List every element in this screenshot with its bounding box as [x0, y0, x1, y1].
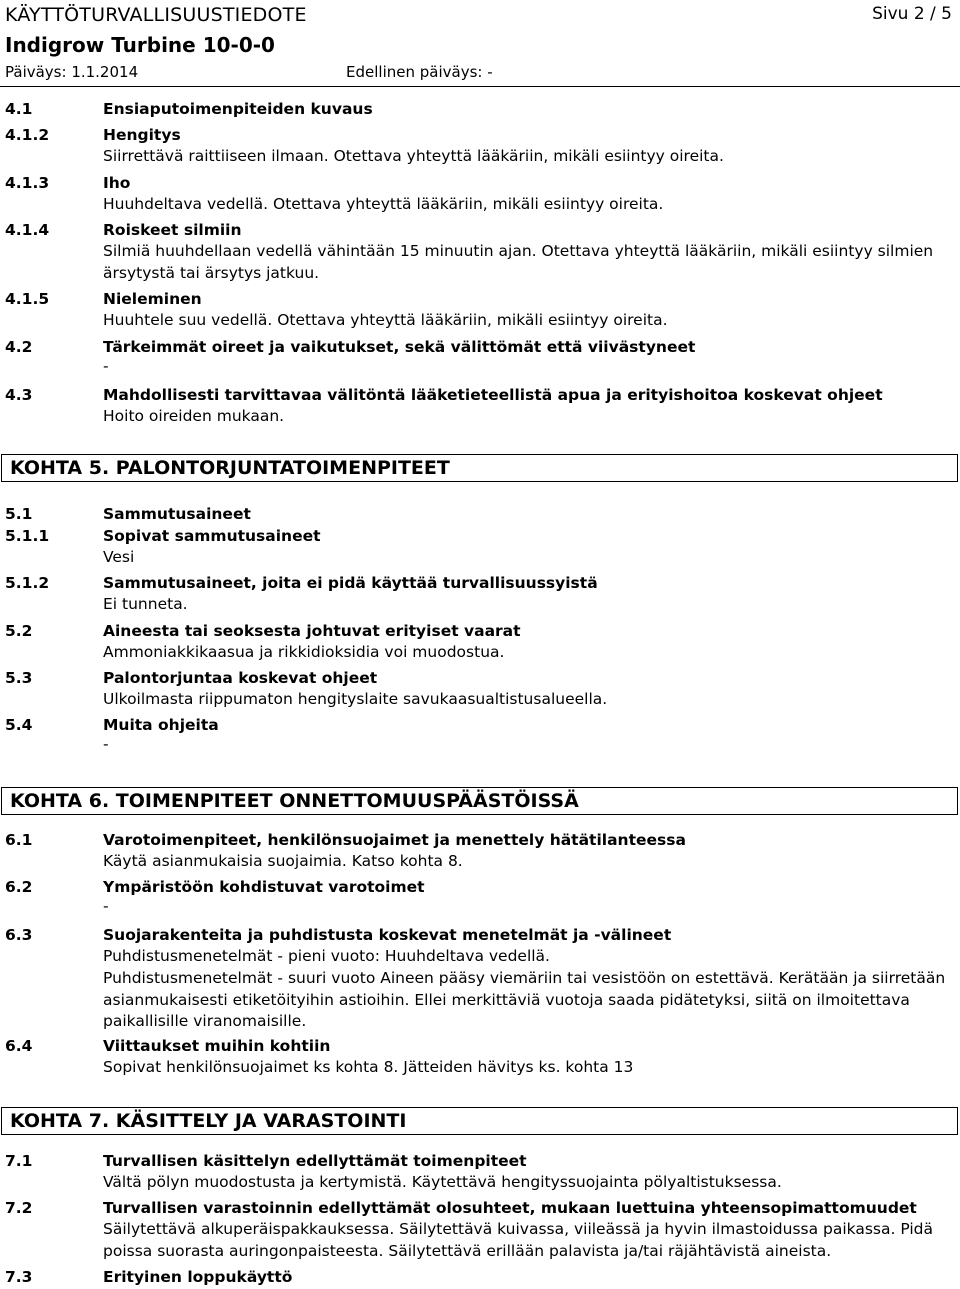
- section-heading: Erityinen loppukäyttö: [103, 1268, 293, 1286]
- section-heading: Aineesta tai seoksesta johtuvat erityiset vaarat: [103, 622, 521, 640]
- section-text: Hoito oireiden mukaan.: [103, 407, 285, 425]
- section-number: 4.1.4: [5, 221, 50, 239]
- section-text: Puhdistusmenetelmät - suuri vuoto Aineen pääsy viemäriin tai vesistöön on estettävä. Kerätään ja siirretään asianmukaisesti etiketöityihin astioihin. Ellei merkittäviä vuotoja saada pidätetyksi, siitä on ilmoitettava paikallisille viranomaisille.: [103, 969, 946, 1030]
- section-heading: Tärkeimmät oireet ja vaikutukset, sekä välittömät että viivästyneet: [103, 338, 696, 356]
- section-heading: Viittaukset muihin kohtiin: [103, 1037, 331, 1055]
- section-6-header: [1, 787, 958, 815]
- section-7-title: KOHTA 7. KÄSITTELY JA VARASTOINTI: [10, 1110, 407, 1132]
- section-text: -: [103, 897, 109, 915]
- section-number: 5.1.1: [5, 527, 50, 545]
- section-number: 5.3: [5, 669, 33, 687]
- section-text: -: [103, 735, 109, 753]
- section-text: Puhdistusmenetelmät - pieni vuoto: Huuhdeltava vedellä.: [103, 947, 550, 965]
- product-name: Indigrow Turbine 10-0-0: [5, 33, 275, 57]
- section-number: 5.1.2: [5, 574, 50, 592]
- section-heading: Varotoimenpiteet, henkilönsuojaimet ja menettely hätätilanteessa: [103, 831, 686, 849]
- section-text: Vesi: [103, 548, 135, 566]
- section-heading: Palontorjuntaa koskevat ohjeet: [103, 669, 378, 687]
- section-6-title: KOHTA 6. TOIMENPITEET ONNETTOMUUSPÄÄSTÖISSÄ: [10, 790, 579, 812]
- section-5-title: KOHTA 5. PALONTORJUNTATOIMENPITEET: [10, 457, 450, 479]
- section-number: 7.3: [5, 1268, 33, 1286]
- section-text: Silmiä huuhdellaan vedellä vähintään 15 minuutin ajan. Otettava yhteyttä lääkäriin, mikäli esiintyy silmien ärsytystä tai ärsytys jatkuu.: [103, 242, 934, 282]
- section-number: 6.4: [5, 1037, 33, 1055]
- section-text: Ammoniakkikaasua ja rikkidioksidia voi muodostua.: [103, 643, 505, 661]
- section-7-header: [1, 1107, 958, 1135]
- section-text: Ei tunneta.: [103, 595, 188, 613]
- section-heading: Sammutusaineet, joita ei pidä käyttää turvallisuussyistä: [103, 574, 598, 592]
- previous-date: Edellinen päiväys: -: [346, 63, 493, 81]
- section-number: 4.2: [5, 338, 33, 356]
- section-5-header: [1, 454, 958, 482]
- section-number: 5.2: [5, 622, 33, 640]
- section-text: Sopivat henkilönsuojaimet ks kohta 8. Jätteiden hävitys ks. kohta 13: [103, 1058, 634, 1076]
- section-text: Huuhdeltava vedellä. Otettava yhteyttä lääkäriin, mikäli esiintyy oireita.: [103, 195, 664, 213]
- section-heading: Suojarakenteita ja puhdistusta koskevat menetelmät ja -välineet: [103, 926, 672, 944]
- section-heading: Ensiaputoimenpiteiden kuvaus: [103, 100, 373, 118]
- section-heading: Mahdollisesti tarvittavaa välitöntä lääketieteellistä apua ja erityishoitoa koskevat ohjeet: [103, 386, 883, 404]
- issue-date: Päiväys: 1.1.2014: [5, 63, 139, 81]
- section-number: 5.4: [5, 716, 33, 734]
- section-text: Ulkoilmasta riippumaton hengityslaite savukaasualtistusalueella.: [103, 690, 608, 708]
- section-number: 4.1: [5, 100, 33, 118]
- section-text: Siirrettävä raittiiseen ilmaan. Otettava yhteyttä lääkäriin, mikäli esiintyy oireita.: [103, 147, 724, 165]
- section-number: 4.1.3: [5, 174, 50, 192]
- section-number: 4.1.2: [5, 126, 50, 144]
- section-heading: Iho: [103, 174, 131, 192]
- section-number: 4.1.5: [5, 290, 50, 308]
- section-number: 6.2: [5, 878, 33, 896]
- section-text: Säilytettävä alkuperäispakkauksessa. Säilytettävä kuivassa, viileässä ja hyvin ilmastoidussa paikassa. Pidä poissa suorasta auringonpaisteesta. Säilytettävä erillään palavista ja/tai räjähtävistä aineista.: [103, 1220, 934, 1260]
- section-heading: Sopivat sammutusaineet: [103, 527, 321, 545]
- section-heading: Turvallisen käsittelyn edellyttämät toimenpiteet: [103, 1152, 527, 1170]
- section-number: 6.1: [5, 831, 33, 849]
- page-number: Sivu 2 / 5: [872, 4, 952, 24]
- section-heading: Hengitys: [103, 126, 181, 144]
- document-title: KÄYTTÖTURVALLISUUSTIEDOTE: [5, 4, 307, 26]
- section-heading: Roiskeet silmiin: [103, 221, 242, 239]
- section-text: Huuhtele suu vedellä. Otettava yhteyttä lääkäriin, mikäli esiintyy oireita.: [103, 311, 668, 329]
- section-number: 6.3: [5, 926, 33, 944]
- header-divider: [0, 86, 960, 87]
- section-heading: Turvallisen varastoinnin edellyttämät olosuhteet, mukaan luettuina yhteensopimattomuudet: [103, 1199, 917, 1217]
- section-number: 4.3: [5, 386, 33, 404]
- section-text: -: [103, 357, 109, 375]
- section-number: 7.1: [5, 1152, 33, 1170]
- section-heading: Ympäristöön kohdistuvat varotoimet: [103, 878, 425, 896]
- section-text: Käytä asianmukaisia suojaimia. Katso kohta 8.: [103, 852, 463, 870]
- section-text: Vältä pölyn muodostusta ja kertymistä. Käytettävä hengityssuojainta pölyaltistuksessa.: [103, 1173, 782, 1191]
- section-heading: Sammutusaineet: [103, 505, 251, 523]
- section-number: 5.1: [5, 505, 33, 523]
- section-heading: Nieleminen: [103, 290, 202, 308]
- section-heading: Muita ohjeita: [103, 716, 219, 734]
- section-number: 7.2: [5, 1199, 33, 1217]
